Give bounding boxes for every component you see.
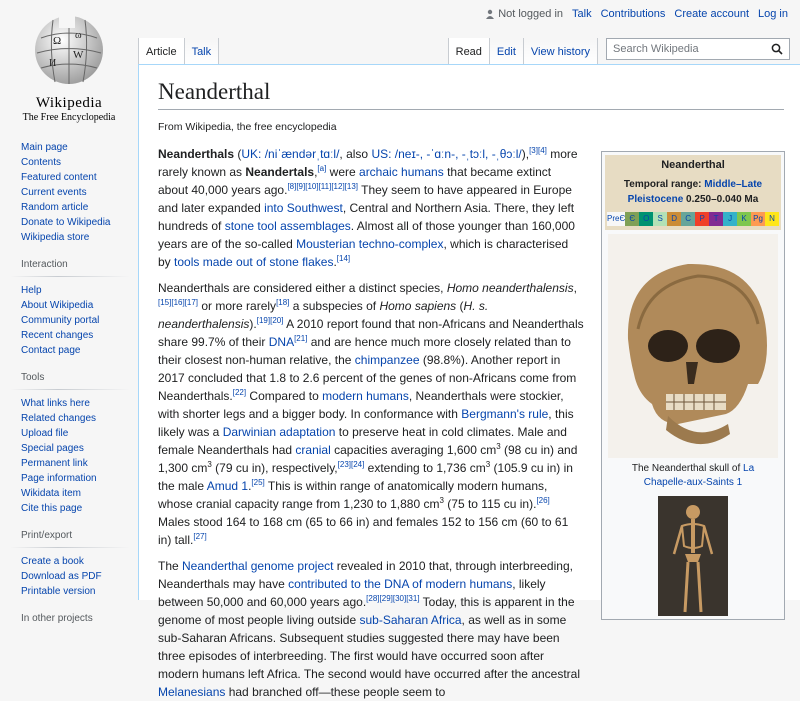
infobox-header	[605, 155, 781, 230]
tab-talk[interactable]: Talk	[185, 38, 220, 64]
logo-tagline: The Free Encyclopedia	[22, 112, 116, 123]
sidebar-item-create-book[interactable]: Create a book	[21, 556, 84, 567]
darwinian-adaptation-link[interactable]: Darwinian adaptation	[222, 425, 336, 439]
infobox	[601, 151, 785, 620]
timeline-ordovician[interactable]: O	[639, 212, 653, 226]
user-icon	[485, 9, 495, 19]
sidebar-divider	[10, 547, 130, 548]
lead-paragraph-3: The Neanderthal genome project revealed in 2010 that, through interbreeding, Neanderthals may have contributed to the DNA of modern humans, likely between 50,000 and 60,000 years ago.[28][29][30][31] Today, this is apparent in the genome of most people living outside sub-Saharan Africa, as well as in some sub-Saharan Africans. Subsequent studies suggested there may have been three episodes of interbreeding. The first would have occurred soon after modern humans left Africa. The second would have occurred after the ancestral Melanesians had branched off—these people seem to	[158, 559, 581, 699]
svg-text:И: И	[49, 58, 57, 69]
sidebar-item-page-information[interactable]: Page information	[21, 473, 97, 484]
sidebar-tools	[0, 396, 138, 516]
melanesians-link[interactable]: Melanesians	[158, 685, 226, 699]
sidebar-item-store[interactable]: Wikipedia store	[21, 232, 90, 243]
caption-text: The Neanderthal skull of	[631, 463, 741, 474]
dna-contribution-link[interactable]: contributed to the DNA of modern humans	[288, 577, 513, 591]
search-input[interactable]	[606, 38, 790, 60]
archaic-humans-link[interactable]: archaic humans	[359, 165, 444, 179]
caption-link[interactable]: La Chapelle-aux-Saints 1	[643, 463, 755, 488]
timeline-permian[interactable]: P	[695, 212, 709, 226]
sub-saharan-link[interactable]: sub-Saharan Africa	[359, 613, 462, 627]
timeline-silurian[interactable]: S	[653, 212, 667, 226]
sidebar-item-current-events[interactable]: Current events	[21, 187, 87, 198]
page-title: Neanderthal	[158, 79, 784, 110]
sidebar-item-cite-this-page[interactable]: Cite this page	[21, 503, 83, 514]
stone-tool-link[interactable]: stone tool assemblages	[224, 219, 351, 233]
temporal-range-label: Temporal range:	[623, 179, 702, 190]
sidebar-divider	[10, 389, 130, 390]
tab-article[interactable]: Article	[138, 38, 185, 64]
namespace-tabs	[138, 38, 219, 64]
temporal-range-value: 0.250–0.040 Ma	[686, 194, 759, 205]
timeline-paleogene[interactable]: Pg	[751, 212, 765, 226]
search-placeholder: Search Wikipedia	[613, 43, 699, 55]
sidebar-item-main-page[interactable]: Main page	[21, 142, 68, 153]
sidebar-item-download-pdf[interactable]: Download as PDF	[21, 571, 102, 582]
sidebar-print	[0, 554, 138, 599]
sidebar-interaction	[0, 283, 138, 358]
site-subtitle: From Wikipedia, the free encyclopedia	[158, 121, 337, 133]
sidebar-item-random-article[interactable]: Random article	[21, 202, 89, 213]
temporal-range	[607, 177, 779, 207]
sidebar-item-related-changes[interactable]: Related changes	[21, 413, 97, 424]
tab-view-history[interactable]: View history	[524, 38, 598, 64]
svg-text:W: W	[73, 49, 84, 61]
sidebar-item-contact-page[interactable]: Contact page	[21, 345, 81, 356]
sidebar-item-contents[interactable]: Contents	[21, 157, 62, 168]
timeline-jurassic[interactable]: J	[723, 212, 737, 226]
sidebar-item-featured-content[interactable]: Featured content	[21, 172, 97, 183]
personal-tools	[485, 8, 788, 20]
sidebar-header-tools: Tools	[21, 372, 45, 383]
article-content	[138, 64, 800, 699]
sidebar-item-recent-changes[interactable]: Recent changes	[21, 330, 94, 341]
timeline-devonian[interactable]: D	[667, 212, 681, 226]
sidebar-item-what-links-here[interactable]: What links here	[21, 398, 90, 409]
sidebar-divider	[10, 276, 130, 277]
contributions-link[interactable]: Contributions	[600, 8, 666, 20]
sidebar-item-special-pages[interactable]: Special pages	[21, 443, 84, 454]
cranial-link[interactable]: cranial	[295, 443, 331, 457]
modern-humans-link[interactable]: modern humans	[322, 389, 409, 403]
sidebar	[0, 140, 138, 630]
sidebar-item-community-portal[interactable]: Community portal	[21, 315, 100, 326]
stone-flakes-link[interactable]: tools made out of stone flakes	[174, 255, 334, 269]
sidebar-header-interaction: Interaction	[21, 259, 68, 270]
timeline-cretaceous[interactable]: K	[737, 212, 751, 226]
not-logged-in	[485, 8, 563, 20]
svg-text:ω: ω	[75, 30, 82, 41]
skull-image[interactable]	[608, 234, 778, 458]
tab-read[interactable]: Read	[448, 38, 490, 64]
search-icon[interactable]	[771, 43, 783, 55]
sidebar-item-upload-file[interactable]: Upload file	[21, 428, 69, 439]
timeline-neogene[interactable]: N	[765, 212, 779, 226]
lead-paragraph-2: Neanderthals are considered either a distinct species, Homo neanderthalensis,[15][16][17] or more rarely[18] a subspecies of Homo sapiens (H. s. neanderthalensis).[19][20] A 2010 report found that non-Africans and Neanderthals share 99.7% of their DNA[21] and are hence much more closely related than to their closest non-human relative, the chimpanzee (98.8%). Another report in 2017 concluded that 1.8 to 2.6 percent of the genes of non-Africans come from Neanderthals.[22] Compared to modern humans, Neanderthals were stockier, with shorter legs and a bigger body. In conformance with Bergmann's rule, this likely was a Darwinian adaptation to preserve heat in cold climates. Male and female Neanderthals had cranial capacities averaging 1,600 $cm^3$ (98 cu in) and 1,300 $cm^3$ (79 cu in), respectively,[23][24] extending to 1,736 $cm^3$ (105.9 cu in) in the male Amud 1.[25] This is within range of anatomically modern humans, whose cranial capacity range from 1,230 to 1,880 $cm^3$ (75 to 115 cu in).[26] Males stood 164 to 168 cm (65 to 66 in) and females 152 to 156 cm (60 to 61 in) tall.[27]	[158, 281, 584, 547]
amud-link[interactable]: Amud 1	[206, 479, 249, 493]
skeleton-image[interactable]	[658, 496, 728, 616]
create-account-link[interactable]: Create account	[674, 8, 750, 20]
svg-text:Ω: Ω	[53, 35, 62, 47]
login-link[interactable]: Log in	[758, 8, 788, 20]
sidebar-item-about[interactable]: About Wikipedia	[21, 300, 94, 311]
dna-link[interactable]: DNA	[268, 335, 295, 349]
infobox-title: Neanderthal	[661, 159, 725, 171]
sidebar-header-other-projects: In other projects	[21, 613, 93, 624]
sidebar-item-donate[interactable]: Donate to Wikipedia	[21, 217, 111, 228]
temporal-range-link[interactable]: Middle–Late Pleistocene	[627, 179, 763, 205]
timeline-cambrian[interactable]: Є	[625, 212, 639, 226]
southwest-link[interactable]: into Southwest	[264, 201, 343, 215]
tab-edit[interactable]: Edit	[490, 38, 524, 64]
logo-wordmark: Wikipedia	[35, 95, 103, 111]
sidebar-item-permanent-link[interactable]: Permanent link	[21, 458, 88, 469]
sidebar-item-help[interactable]: Help	[21, 285, 42, 296]
chimpanzee-link[interactable]: chimpanzee	[354, 353, 420, 367]
timeline-carboniferous[interactable]: C	[681, 212, 695, 226]
timeline-precambrian[interactable]: PreЄ	[607, 212, 625, 226]
timeline-triassic[interactable]: T	[709, 212, 723, 226]
talk-link[interactable]: Talk	[572, 8, 592, 20]
view-tabs	[448, 38, 800, 64]
geologic-timeline	[607, 212, 779, 226]
genome-project-link[interactable]: Neanderthal genome project	[182, 559, 334, 573]
ipa-uk-link[interactable]: UK: /niˈændərˌtɑːl/	[241, 147, 340, 161]
sidebar-item-wikidata-item[interactable]: Wikidata item	[21, 488, 82, 499]
wikipedia-logo[interactable]	[14, 8, 124, 123]
bergmanns-rule-link[interactable]: Bergmann's rule	[461, 407, 549, 421]
globe-icon	[29, 8, 109, 88]
ipa-us-link[interactable]: US: /neɪ-, -ˈɑːn-, -ˌtɔːl, -ˌθɔːl/	[371, 147, 522, 161]
infobox-caption	[605, 458, 781, 494]
sidebar-item-printable-version[interactable]: Printable version	[21, 586, 96, 597]
sidebar-main	[0, 140, 138, 245]
lead-paragraph-1: Neanderthals (UK: /niˈændərˌtɑːl/, also US: /neɪ-, -ˈɑːn-, -ˌtɔːl, -ˌθɔːl/),[3][4] more rarely known as Neandertals,[a] were archaic humans that became extinct about 40,000 years ago.[8][9][10][11][12][13] They seem to have appeared in Europe and later expanded into Southwest, Central and Northern Asia. There, they left hundreds of stone tool assemblages. Almost all of those younger than 160,000 years are of the so-called Mousterian techno-complex, which is characterised by tools made out of stone flakes.[14]	[158, 146, 578, 269]
mousterian-link[interactable]: Mousterian techno-complex	[296, 237, 444, 251]
sidebar-header-print: Print/export	[21, 530, 73, 541]
not-logged-in-label: Not logged in	[498, 8, 564, 20]
